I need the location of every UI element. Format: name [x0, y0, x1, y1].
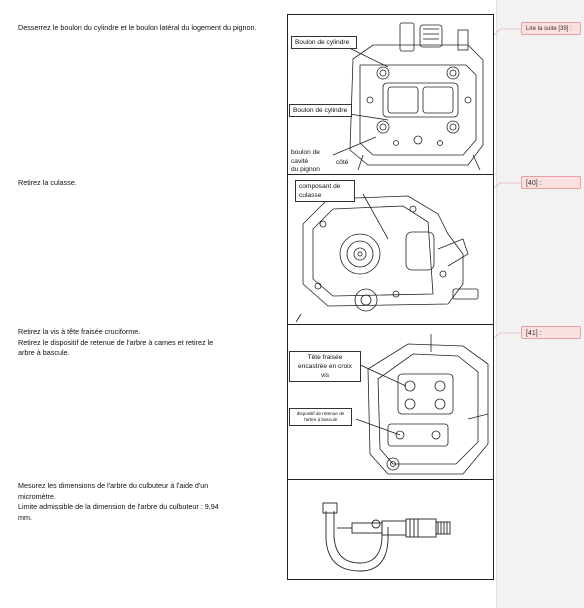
figure-rocker-retainer [288, 324, 493, 480]
micrometer-drawing [288, 479, 493, 579]
label-cylinder-head-component [295, 180, 355, 202]
step-3-line-3: arbre à bascule. [18, 348, 70, 357]
figure-cylinder-bolts [288, 15, 493, 175]
step-1-text: Desserrez le boulon du cylindre et le boulon latéral du logement du pignon. [18, 23, 257, 32]
label-retainer-line-2: l'arbre à bascule [303, 417, 338, 422]
figure-micrometer [288, 479, 493, 579]
step-3-text [18, 327, 213, 359]
label-countersunk-screw [289, 351, 361, 382]
figure-cylinder-head [288, 174, 493, 325]
label-screw-line-2: encastrée en croix [298, 363, 352, 370]
label-retainer-line-1: dispositif de retenue de [296, 411, 345, 416]
rocker-retainer-drawing [288, 324, 493, 479]
label-rocker-shaft-retainer [289, 408, 352, 426]
label-screw-line-3: vis [320, 372, 330, 379]
label-pinion-line-3: du pignon [291, 166, 320, 173]
label-screw-line-1: Tête fraisée [307, 354, 343, 361]
step-4-line-3: Limite admissible de la dimension de l'arbre du culbuteur : 9,94 [18, 502, 219, 511]
step-4-line-4: mm. [18, 512, 32, 522]
step-2-text: Retirez la culasse. [18, 178, 77, 187]
label-cylinder-bolt-top: Boulon de cylindre [291, 36, 357, 49]
label-component-line-2: culasse [299, 192, 322, 199]
comment-40[interactable]: [40] : [521, 176, 581, 189]
step-4-line-2: micromètre. [18, 491, 56, 501]
label-component-line-1: composant de [299, 183, 341, 190]
step-3-line-2: Retirez le dispositif de retenue de l'arbre à cames et retirez le [18, 337, 214, 347]
figure-column [287, 14, 494, 580]
step-4-line-1: Mesurez les dimensions de l'arbre du culbuteur à l'aide d'un [18, 481, 209, 490]
step-3-line-1: Retirez la vis à tête fraisée cruciforme. [18, 327, 141, 336]
step-4-text [18, 481, 219, 523]
comment-39[interactable]: Lire la suite [39] : [521, 22, 581, 35]
label-pinion-cavity-bolt [288, 148, 328, 176]
label-side: côté [336, 159, 349, 166]
comment-pane [496, 0, 584, 608]
label-cylinder-bolt-middle: Boulon de cylindre [289, 104, 352, 117]
label-pinion-line-1: boulon de [291, 149, 320, 156]
comment-41[interactable]: [41] : [521, 326, 581, 339]
label-pinion-line-2: cavité [291, 157, 309, 165]
